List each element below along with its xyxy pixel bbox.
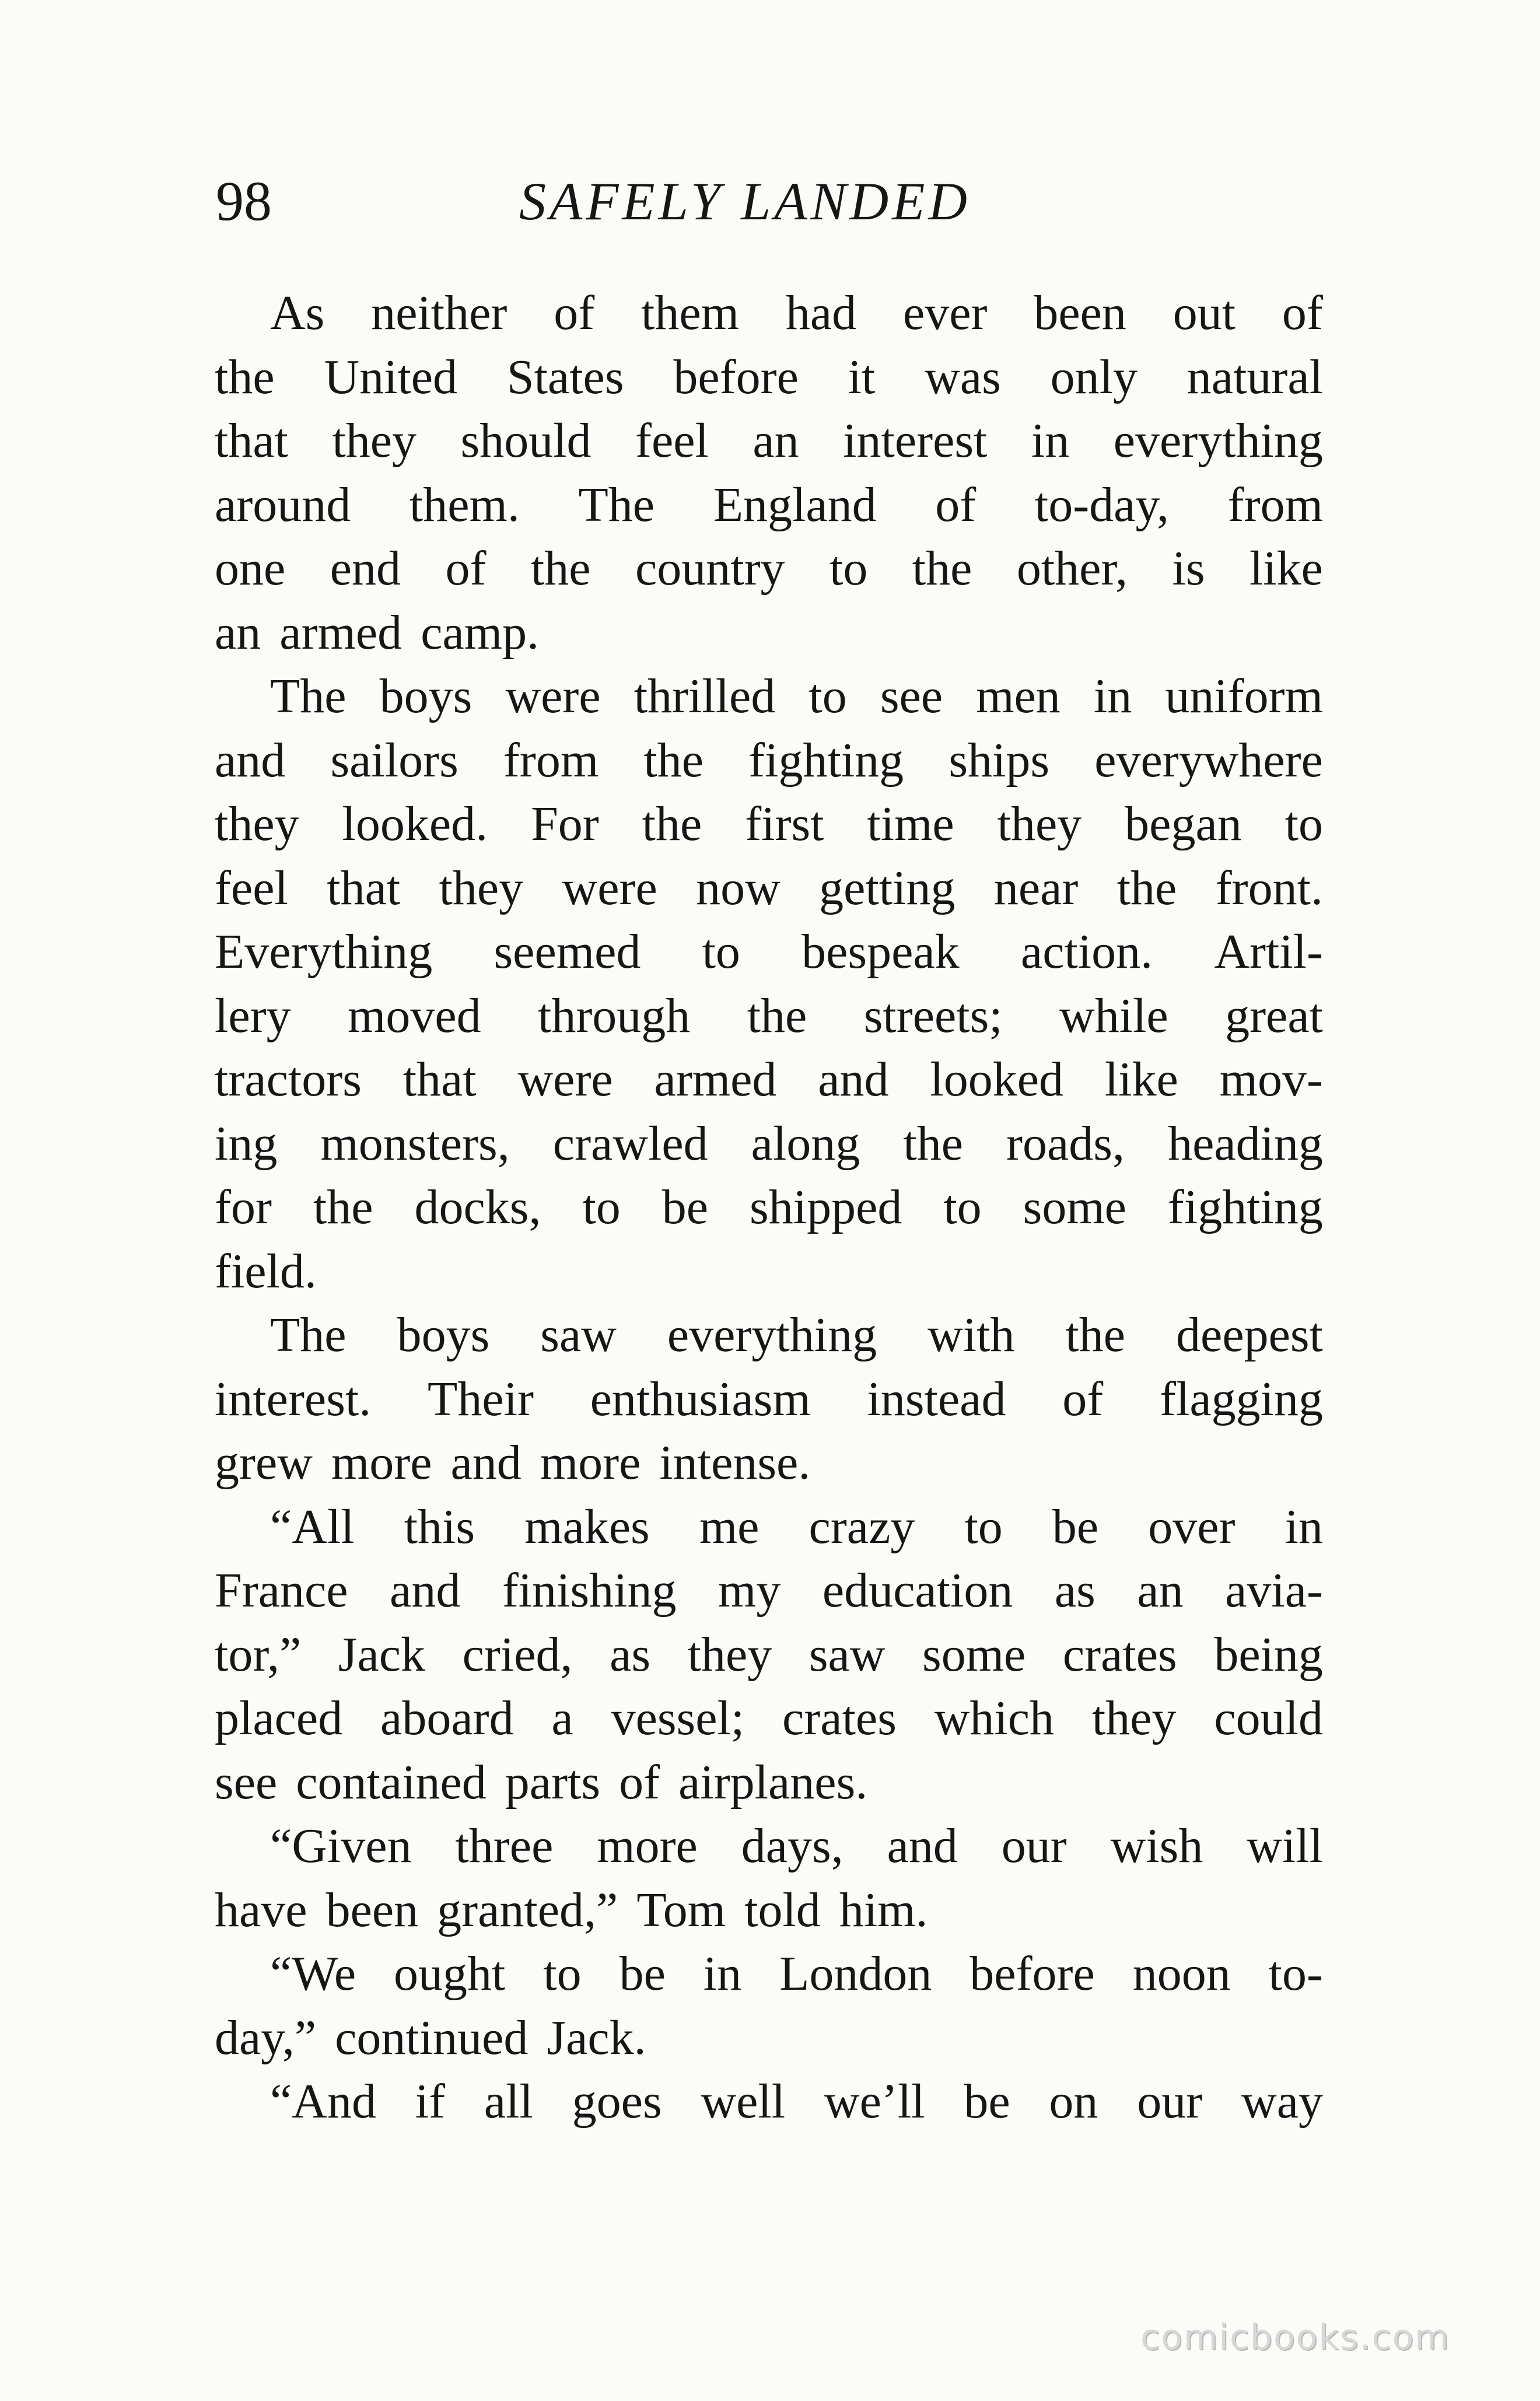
text-line: around them. The England of to-day, from [215, 477, 1323, 532]
text-line: “All this makes me crazy to be over in [270, 1499, 1323, 1554]
running-head: SAFELY LANDED [519, 172, 971, 231]
page-header [216, 158, 1324, 245]
text-line: day,” continued Jack. [215, 2010, 646, 2065]
text-line: tor,” Jack cried, as they saw some crates being [215, 1627, 1323, 1682]
text-line: Everything seemed to bespeak action. Artil- [215, 925, 1323, 979]
text-line: “We ought to be in London before noon to- [270, 1947, 1323, 2001]
text-line: placed aboard a vessel; crates which they could [215, 1691, 1323, 1745]
page-number: 98 [216, 170, 272, 232]
watermark: comicbooks.com [1140, 2317, 1450, 2358]
text-line: field. [215, 1244, 317, 1298]
text-line: and sailors from the fighting ships everywhere [215, 733, 1323, 788]
text-line: The boys were thrilled to see men in uniform [270, 669, 1323, 723]
text-line: they looked. For the first time they began to [215, 797, 1323, 851]
text-line: interest. Their enthusiasm instead of flagging [215, 1371, 1323, 1426]
text-line: that they should feel an interest in everything [215, 414, 1323, 468]
text-line: ing monsters, crawled along the roads, heading [215, 1116, 1323, 1171]
paragraph [215, 1942, 1323, 2070]
text-line: France and finishing my education as an avia- [215, 1563, 1323, 1618]
text-line: tractors that were armed and looked like mov- [215, 1052, 1323, 1107]
paragraph [215, 2070, 1323, 2134]
paragraph [215, 1303, 1323, 1495]
text-line: an armed camp. [215, 605, 540, 660]
text-line: one end of the country to the other, is like [215, 541, 1323, 596]
text-line: see contained parts of airplanes. [215, 1755, 868, 1810]
text-line: As neither of them had ever been out of [270, 286, 1323, 340]
paragraph [215, 281, 1323, 664]
text-line: lery moved through the streets; while great [215, 988, 1323, 1043]
paragraph [215, 1495, 1323, 1815]
body-text [215, 281, 1323, 2134]
text-line: The boys saw everything with the deepest [270, 1308, 1323, 1362]
text-line: the United States before it was only natural [215, 349, 1323, 404]
text-line: grew more and more intense. [215, 1436, 811, 1490]
text-line: for the docks, to be shipped to some fighting [215, 1180, 1323, 1234]
text-line: “And if all goes well we’ll be on our way [270, 2074, 1323, 2129]
paragraph [215, 1814, 1323, 1942]
text-line: feel that they were now getting near the front. [215, 860, 1323, 915]
text-line: have been granted,” Tom told him. [215, 1882, 928, 1937]
paragraph [215, 664, 1323, 1303]
text-line: “Given three more days, and our wish will [270, 1819, 1323, 1873]
